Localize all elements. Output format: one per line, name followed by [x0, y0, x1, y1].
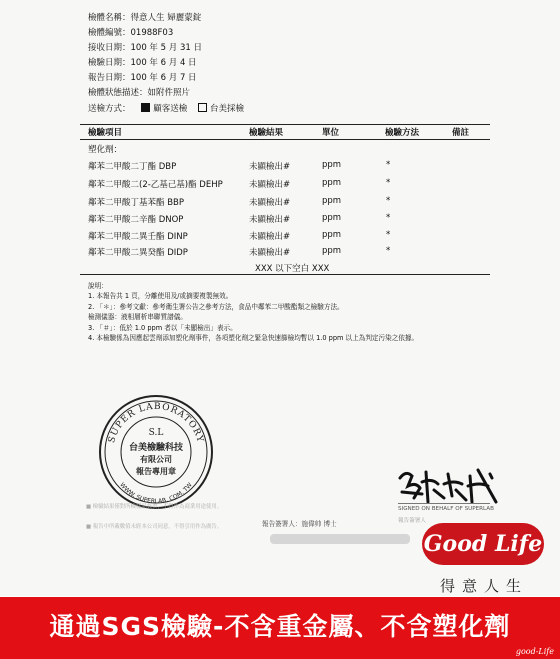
- col-header-result: 檢驗結果: [249, 128, 284, 138]
- method-option-lab: 台美採檢: [209, 103, 244, 114]
- col-header-unit: 單位: [322, 128, 340, 138]
- cell-result: 未顯檢出#: [249, 248, 291, 258]
- seal-ring-text: SUPER LABORATORY: [107, 401, 205, 445]
- unchecked-box-icon: [198, 103, 207, 112]
- cell-result: 未顯檢出#: [249, 180, 291, 190]
- cell-item: 鄰苯二甲酸二丁酯 DBP: [88, 162, 177, 172]
- table-bottom-rule: [80, 274, 490, 275]
- table-row: [88, 230, 488, 246]
- cell-unit: ppm: [322, 178, 342, 188]
- method-option-customer: 顧客送檢: [153, 103, 188, 114]
- cell-method: *: [386, 213, 391, 223]
- cell-method: *: [386, 230, 391, 240]
- brand-chinese-name: 得意人生: [439, 577, 528, 595]
- cell-item: 鄰苯二甲酸二異癸酯 DIDP: [88, 248, 188, 258]
- promo-banner: [0, 597, 560, 659]
- footer-note: ■ 報告中所載數值未經本公司同意，不得引用作為廣告。: [86, 524, 223, 530]
- cell-result: 未顯檢出#: [249, 215, 291, 225]
- good-life-logo: Good Life: [422, 523, 544, 565]
- report-signer: 報告簽署人：施偉帅 博士: [262, 520, 337, 528]
- cell-method: *: [386, 196, 391, 206]
- note-item: 2. 「＊」：參考文獻：參考衛生署公告之參考方法，食品中鄰苯二甲酸酯類之檢驗方法。: [88, 302, 344, 311]
- footer-note: ■ 檢驗結果僅對所檢樣品負責，不得作為商業用途使用。: [86, 504, 223, 510]
- banner-brand-small: good-Life: [515, 647, 554, 656]
- signed-sub: 報告簽署人: [398, 518, 426, 524]
- test-date: 檢驗日期：100 年 6 月 4 日: [88, 58, 197, 69]
- banner-text: 通過SGS檢驗-不含重金屬、不含塑化劑: [49, 612, 511, 641]
- note-item: 檢測儀器：液相層析串聯質譜儀。: [88, 313, 187, 322]
- table-row: [88, 196, 488, 212]
- sample-name: 檢體名稱：得意人生 婦麗蒙錠: [88, 13, 202, 23]
- col-header-method: 檢驗方法: [385, 128, 420, 138]
- seal-bottom-text: WWW. SUPERLAB. COM. TW: [118, 481, 194, 506]
- method-label: 送檢方式：: [88, 103, 131, 114]
- cell-method: *: [386, 246, 391, 256]
- sample-number: 檢體編號：01988F03: [88, 28, 174, 39]
- cell-item: 鄰苯二甲酸二辛酯 DNOP: [88, 215, 184, 225]
- lab-seal-stamp: [96, 392, 216, 512]
- cell-unit: ppm: [322, 160, 342, 170]
- cell-unit: ppm: [322, 213, 342, 223]
- note-item: 4. 本檢驗係為因應起雲劑添加塑化劑事件，各項塑化劑之緊急快速篩檢均暫以 1.0 ppm 以上為判定污染之依據。: [88, 334, 419, 343]
- seal-center-line: 報告專用章: [136, 467, 176, 476]
- cell-unit: ppm: [322, 246, 342, 256]
- sample-info-header: [88, 11, 244, 117]
- cell-unit: ppm: [322, 196, 342, 206]
- table-row: [88, 246, 488, 262]
- checked-box-icon: [141, 103, 150, 112]
- table-section-label: 塑化劑：: [88, 145, 123, 155]
- seal-center-top: S.L: [148, 428, 164, 438]
- table-row: [88, 178, 488, 194]
- notes-title: 說明：: [88, 282, 108, 290]
- report-date: 報告日期：100 年 6 月 7 日: [88, 73, 197, 84]
- signature-name: 蔡文城: [392, 462, 395, 463]
- table-header-rule: [80, 139, 490, 140]
- cell-result: 未顯檢出#: [249, 198, 291, 208]
- table-row: [88, 160, 488, 176]
- blank-below-marker: XXX 以下空白 XXX: [255, 264, 330, 274]
- table-top-rule: [80, 124, 490, 125]
- signed-on-behalf: SIGNED ON BEHALF OF SUPERLAB: [398, 506, 494, 512]
- cell-item: 鄰苯二甲酸二異壬酯 DINP: [88, 232, 188, 242]
- cell-result: 未顯檢出#: [249, 162, 291, 172]
- received-date: 接收日期：100 年 5 月 31 日: [88, 43, 202, 54]
- signature-line: [398, 503, 490, 504]
- cell-item: 鄰苯二甲酸二(2-乙基己基)酯 DEHP: [88, 180, 223, 190]
- cell-item: 鄰苯二甲酸丁基苯酯 BBP: [88, 198, 184, 208]
- note-item: 1. 本報告共 1 頁，分離使用及/或摘要複製無效。: [88, 292, 233, 301]
- notes-section: [88, 281, 488, 343]
- cell-unit: ppm: [322, 230, 342, 240]
- handwritten-signature: [392, 462, 502, 506]
- submission-method: [88, 102, 244, 117]
- blurred-footer: [270, 534, 410, 544]
- col-header-remark: 備註: [452, 128, 470, 138]
- cell-method: *: [386, 178, 391, 188]
- table-row: [88, 213, 488, 229]
- cell-result: 未顯檢出#: [249, 232, 291, 242]
- note-item: 3. 「＃」：低於 1.0 ppm 者以「未顯檢出」表示。: [88, 323, 237, 332]
- seal-center-line: 台美檢驗科技: [128, 443, 184, 453]
- cell-method: *: [386, 160, 391, 170]
- sample-condition: 檢體狀態描述：如附件照片: [88, 88, 191, 99]
- col-header-item: 檢驗項目: [88, 128, 123, 138]
- seal-center-line: 有限公司: [140, 455, 172, 464]
